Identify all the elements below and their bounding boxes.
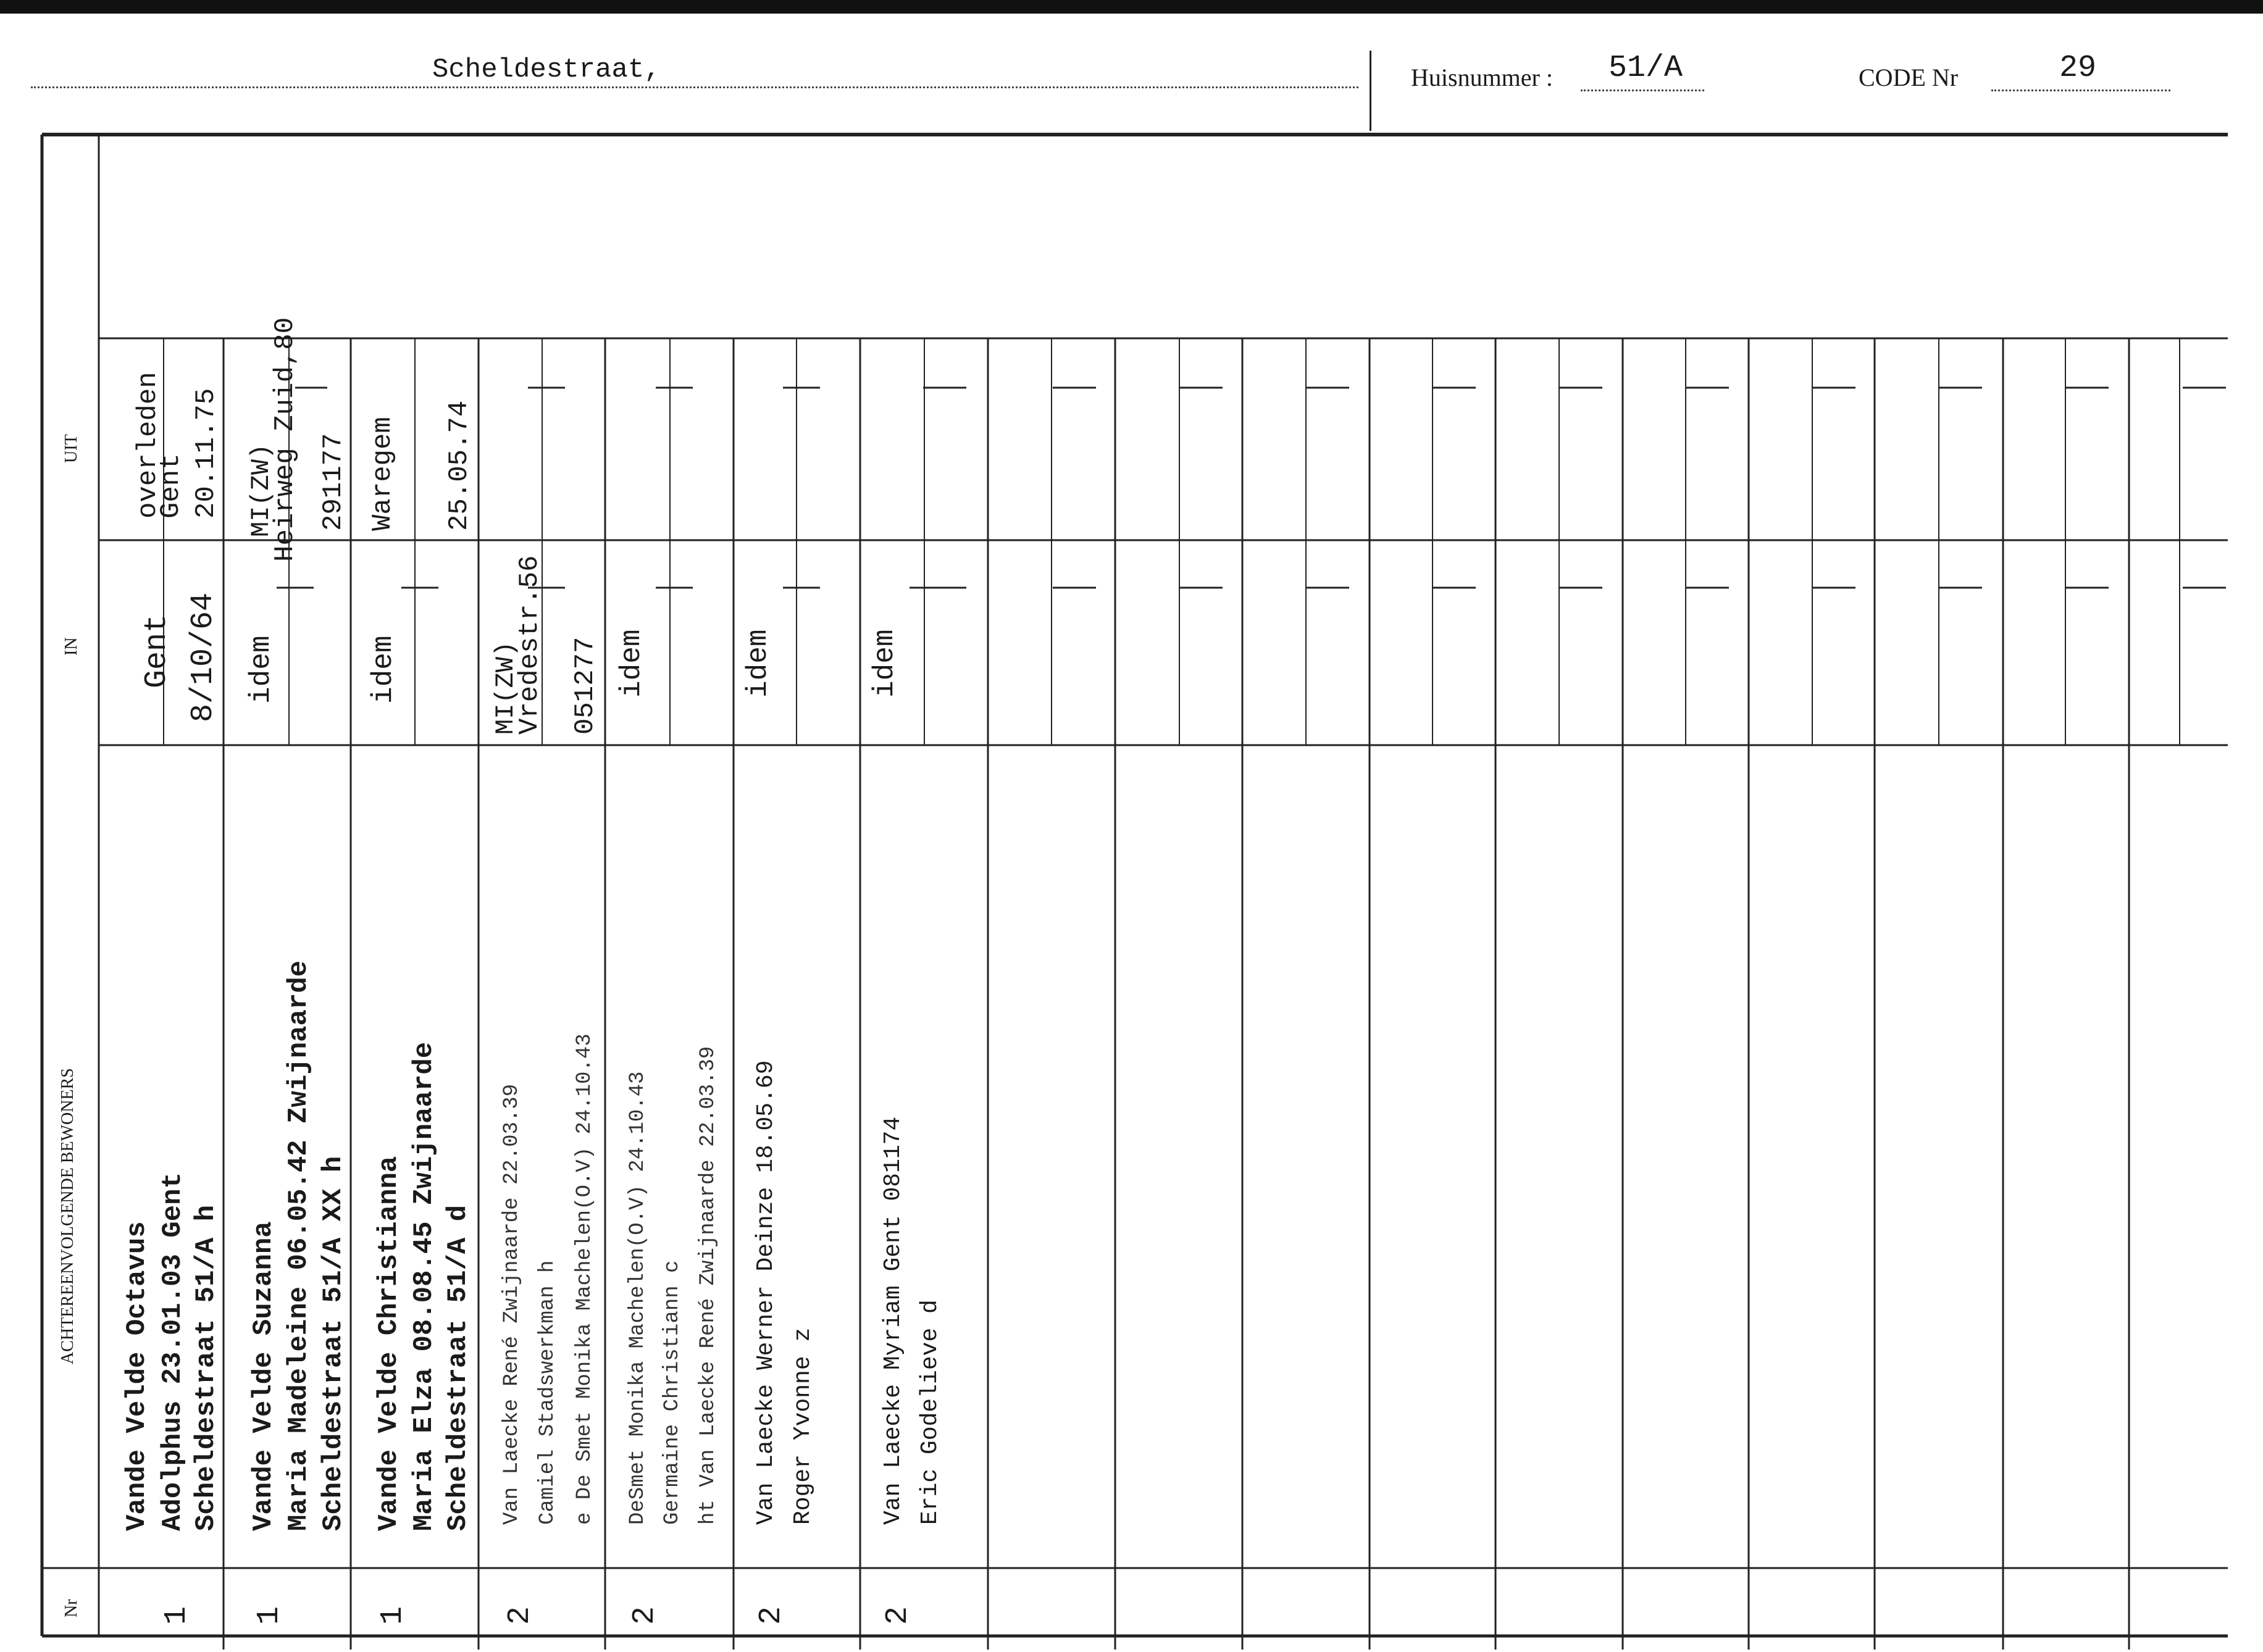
entry-2-line-1: Vande Velde Suzanna — [248, 1221, 279, 1531]
entry-7-nr: 2 — [881, 1606, 916, 1625]
entry-1-nr: 1 — [159, 1606, 195, 1625]
code-number-label: CODE Nr — [1859, 64, 1959, 91]
entry-5-line-1: DeSmet Monika Machelen(O.V) 24.10.43 — [626, 1071, 650, 1525]
entry-3-line-1: Vande Velde Christianna — [374, 1156, 404, 1531]
entry-3-nr: 1 — [375, 1606, 411, 1625]
column-header-out: UIT — [62, 434, 81, 463]
house-number-value: 51/A — [1608, 51, 1683, 86]
entry-4-nr: 2 — [503, 1606, 538, 1625]
entry-4-line-2: Camiel Stadswerkman h — [536, 1260, 559, 1525]
column-header-residents: ACHTEREENVOLGENDE BEWONERS — [58, 1068, 77, 1364]
column-header-in: IN — [62, 637, 81, 656]
entry-7-line-1: Van Laecke Myriam Gent 081174 — [880, 1116, 906, 1525]
entry-1-line-1: Vande Velde Octavus — [122, 1221, 153, 1531]
entry-1-out-place-2: Gent — [156, 453, 186, 519]
entry-5-in-place: idem — [616, 629, 648, 698]
entry-3-in-place: idem — [367, 635, 399, 704]
entry-2-line-3: Scheldestraat 51/A XX h — [318, 1156, 349, 1531]
entry-6-line-2: Roger Yvonne z — [790, 1327, 816, 1525]
entry-4-line-3: e De Smet Monika Machelen(O.V) 24.10.43 — [573, 1033, 596, 1525]
entry-2-line-2: Maria Madeleine 06.05.42 Zwijnaarde — [283, 960, 314, 1531]
entry-2-nr: 1 — [252, 1606, 287, 1625]
entry-5-line-3: ht Van Laecke René Zwijnaarde 22.03.39 — [696, 1046, 720, 1525]
entry-7-in-place: idem — [869, 629, 901, 698]
entry-4-in-place-2: Vredestr.56 — [514, 555, 545, 735]
entry-1-line-3: Scheldestraat 51/A h — [191, 1204, 222, 1531]
entry-7-line-2: Eric Godelieve d — [917, 1299, 943, 1525]
entry-2-in-place: idem — [245, 635, 277, 704]
entry-5-nr: 2 — [627, 1606, 663, 1625]
entry-2-out-date: 291177 — [318, 433, 349, 531]
entry-1-line-2: Adolphus 23.01.03 Gent — [157, 1172, 188, 1531]
entry-5-line-2: Germaine Christiann c — [661, 1260, 684, 1525]
entry-1-in-date: 8/10/64 — [186, 592, 221, 722]
entry-1-out-place-1: overleden — [133, 372, 164, 519]
entry-2-out-place-1: MI(ZW) — [246, 443, 276, 537]
house-number-label: Huisnummer : — [1411, 64, 1553, 91]
entry-2-out-place-2: Heirweg Zuid,80 — [270, 317, 301, 562]
entry-4-in-date: 051277 — [570, 636, 601, 735]
column-header-nr: Nr — [62, 1599, 81, 1617]
entry-3-out-date: 25.05.74 — [444, 400, 475, 531]
entry-4-in-place-1: MI(ZW) — [491, 641, 521, 735]
street-name: Scheldestraat, — [432, 54, 661, 85]
entry-3-line-2: Maria Elza 08.08.45 Zwijnaarde — [409, 1041, 440, 1531]
entry-3-line-3: Scheldestraat 51/A d — [443, 1204, 474, 1531]
entry-1-in-place: Gent — [140, 614, 175, 688]
entry-6-in-place: idem — [742, 629, 774, 698]
entry-6-nr: 2 — [754, 1606, 789, 1625]
entry-4-line-1: Van Laecke René Zwijnaarde 22.03.39 — [500, 1083, 524, 1525]
code-number-value: 29 — [2059, 51, 2097, 86]
entry-3-out-place: Waregem — [367, 417, 398, 531]
entry-1-out-date: 20.11.75 — [191, 388, 222, 519]
entry-6-line-1: Van Laecke Werner Deinze 18.05.69 — [753, 1060, 779, 1525]
